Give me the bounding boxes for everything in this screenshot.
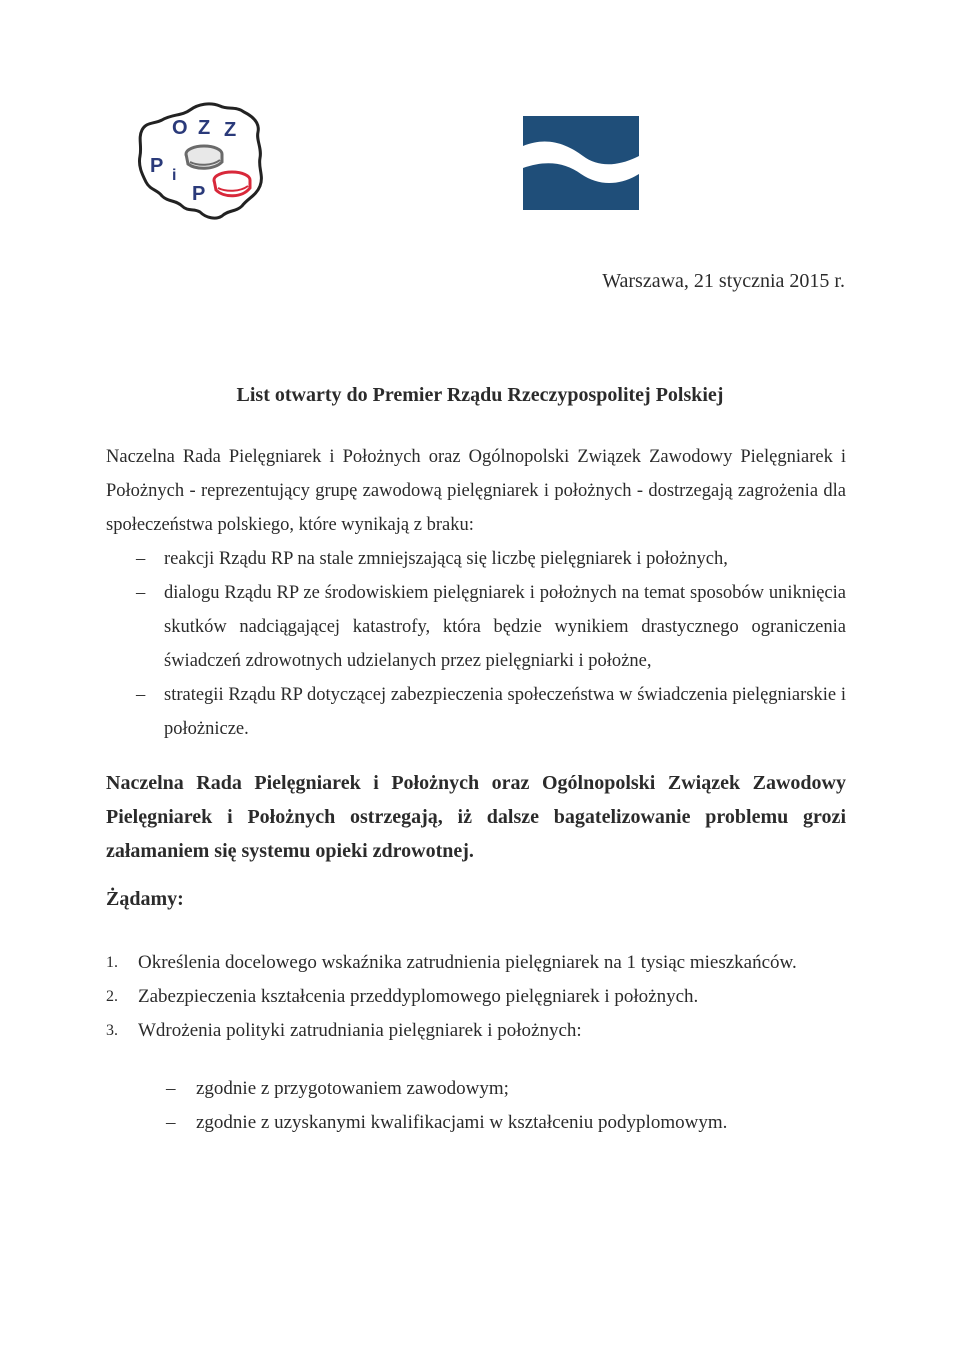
list-item-text: strategii Rządu RP dotyczącej zabezpieczenia społeczeństwa w świadczenia pielęgniarskie i położnicze.: [164, 685, 846, 739]
nrpip-logo: [523, 116, 639, 210]
demand-number: 2.: [106, 988, 118, 1005]
demand-item: [106, 1014, 846, 1048]
bullet-dash: –: [136, 549, 146, 569]
list-item-text: zgodnie z przygotowaniem zawodowym;: [196, 1078, 509, 1099]
logo-letter-z2: Z: [224, 119, 237, 141]
logo-letter-z1: Z: [198, 117, 211, 139]
list-item: [106, 1106, 846, 1140]
letter-title: List otwarty do Premier Rządu Rzeczypospolitej Polskiej: [236, 384, 724, 406]
warning-paragraph: Naczelna Rada Pielęgniarek i Położnych oraz Ogólnopolski Związek Zawodowy Pielęgniarek i Położnych ostrzegają, iż dalsze bagatelizowanie problemu grozi załamaniem się systemu opieki zdrowotnej.: [106, 772, 846, 862]
nursing-council-wave-logo-icon: [523, 116, 639, 210]
bullet-dash: –: [136, 685, 146, 705]
demand-text: Określenia docelowego wskaźnika zatrudnienia pielęgniarek na 1 tysiąc mieszkańców.: [138, 952, 797, 973]
employment-policy-list: [106, 1072, 846, 1140]
demand-text: Zabezpieczenia kształcenia przeddyplomowego pielęgniarek i położnych.: [138, 986, 699, 1007]
poland-map-nurse-caps-logo-icon: [132, 92, 272, 226]
grey-nurse-cap-icon: [186, 146, 222, 168]
bullet-dash: –: [136, 583, 146, 603]
demand-text: Wdrożenia polityki zatrudniania pielęgniarek i położnych:: [138, 1020, 582, 1041]
list-item: [106, 678, 846, 746]
ozzpip-logo: [132, 92, 272, 226]
list-item-text: dialogu Rządu RP ze środowiskiem pielęgniarek i położnych na temat sposobów uniknięcia skutków nadciągającej katastrofy, która będzie wynikiem drastycznego ograniczenia świadczeń zdrowotnych udzielanych przez pielęgniarki i położne,: [164, 583, 846, 671]
red-nurse-cap-icon: [214, 172, 250, 196]
intro-paragraph: Naczelna Rada Pielęgniarek i Położnych oraz Ogólnopolski Związek Zawodowy Pielęgniarek i Położnych - reprezentujący grupę zawodową pielęgniarek i położnych - dostrzegają zagrożenia dla społeczeństwa polskiego, które wynikają z braku:: [106, 447, 846, 535]
list-item-text: reakcji Rządu RP na stale zmniejszającą się liczbę pielęgniarek i położnych,: [164, 549, 728, 569]
list-item: [106, 542, 846, 576]
demand-item: [106, 946, 846, 980]
logo-letter-p1: P: [150, 155, 164, 177]
demand-number: 3.: [106, 1022, 118, 1039]
logo-letter-i: i: [172, 167, 177, 184]
list-item: [106, 1072, 846, 1106]
demands-list: [106, 946, 846, 1048]
concerns-list: [106, 542, 846, 746]
logo-letter-p2: P: [192, 183, 206, 205]
letter-date: Warszawa, 21 stycznia 2015 r.: [602, 270, 845, 292]
bullet-dash: –: [166, 1112, 176, 1133]
list-item: [106, 576, 846, 678]
demands-heading: Żądamy:: [106, 888, 184, 910]
list-item-text: zgodnie z uzyskanymi kwalifikacjami w kształceniu podyplomowym.: [196, 1112, 728, 1133]
demand-number: 1.: [106, 954, 118, 971]
demand-item: [106, 980, 846, 1014]
logo-letter-o1: O: [172, 117, 188, 139]
bullet-dash: –: [166, 1078, 176, 1099]
